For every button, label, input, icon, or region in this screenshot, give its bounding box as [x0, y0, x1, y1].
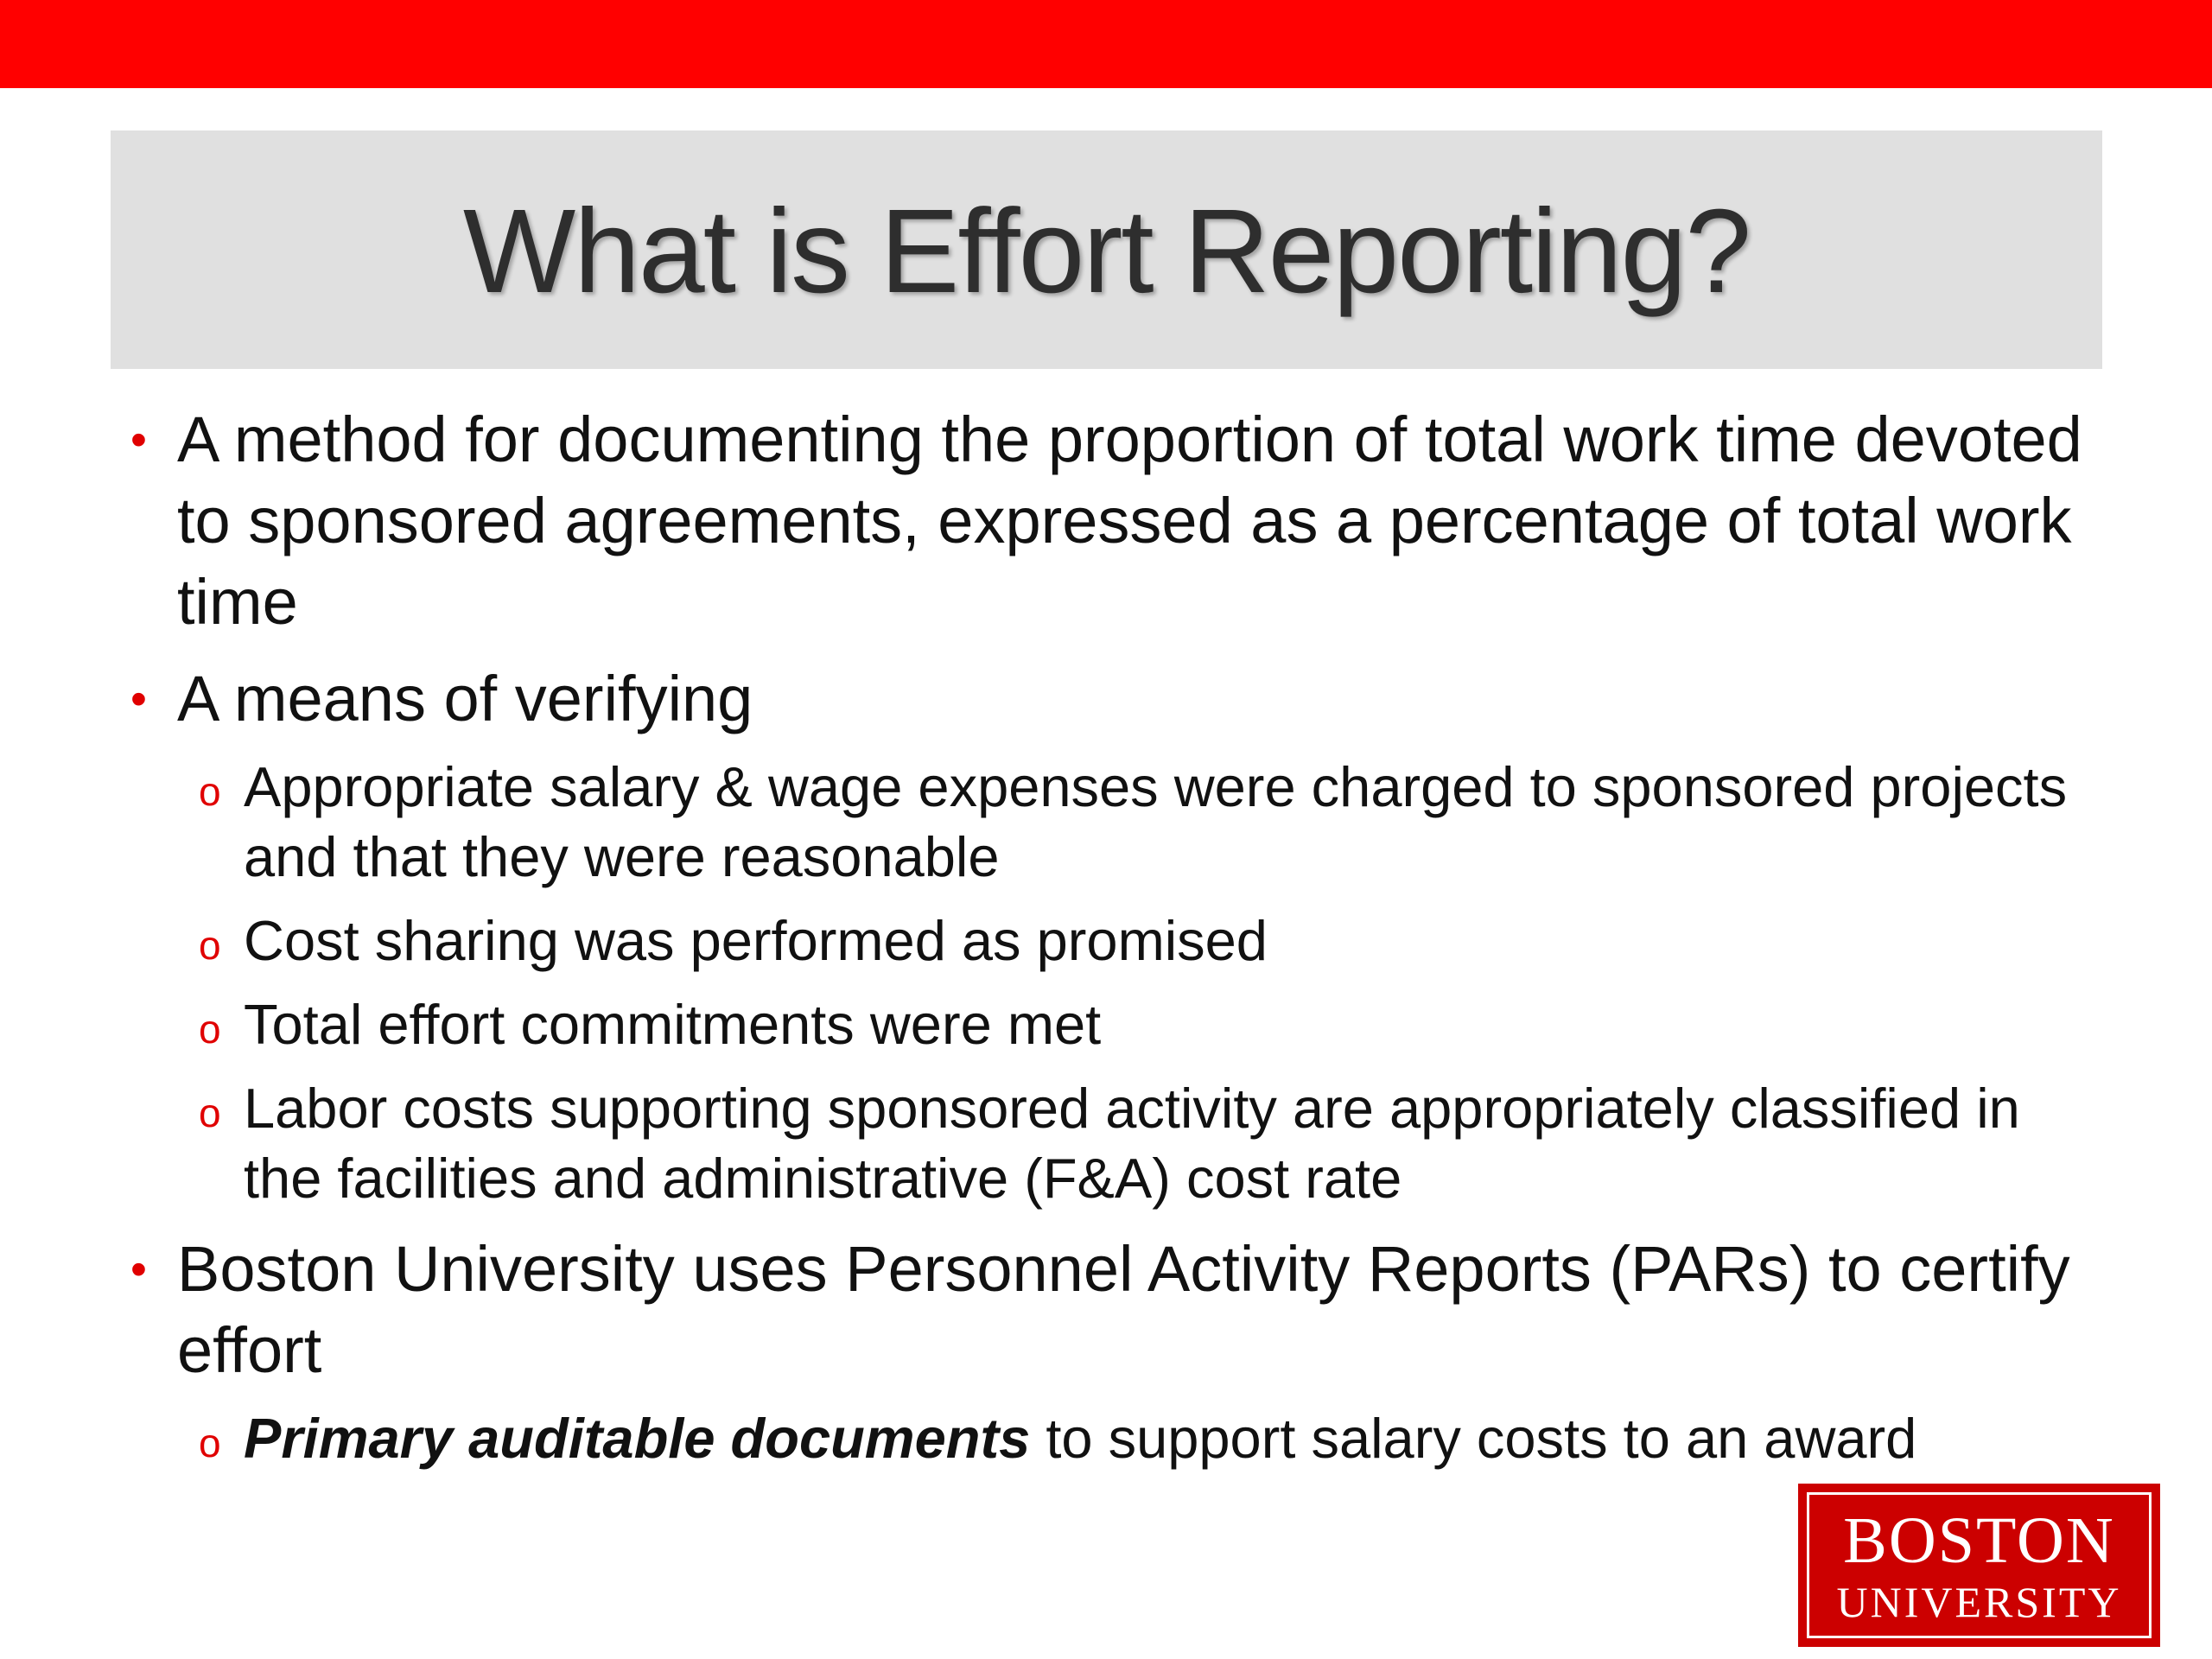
logo-line-boston: BOSTON [1843, 1503, 2115, 1577]
sub-bullet-circle-icon: o [199, 1007, 221, 1052]
sub-bullet-text: Total effort commitments were met [244, 993, 1102, 1056]
sub-bullet-item [128, 1073, 2098, 1213]
sub-bullet-emphasis: Primary auditable documents [244, 1407, 1031, 1470]
bullet-text: A means of verifying [177, 663, 753, 734]
sub-bullet-text: Appropriate salary & wage expenses were charged to sponsored projects and that they were reasonable [244, 755, 2068, 888]
sub-bullet-item [128, 1403, 2098, 1473]
sub-bullet-circle-icon: o [199, 923, 221, 968]
bullet-item [128, 1229, 2098, 1391]
sub-bullet-circle-icon: o [199, 769, 221, 814]
bullet-item [128, 658, 2098, 740]
bullet-text: Boston University uses Personnel Activity Reports (PARs) to certify effort [177, 1233, 2070, 1386]
sub-bullet-item [128, 906, 2098, 976]
title-banner [111, 130, 2102, 369]
logo-line-university: UNIVERSITY [1836, 1577, 2122, 1626]
sub-bullet-text: to support salary costs to an award [1030, 1407, 1917, 1470]
bullet-list [128, 399, 2098, 1473]
sub-bullet-item [128, 989, 2098, 1059]
slide-title: What is Effort Reporting? [462, 185, 1751, 318]
boston-university-logo [1798, 1484, 2160, 1647]
sub-bullet-text: Cost sharing was performed as promised [244, 909, 1268, 972]
sub-bullet-item [128, 752, 2098, 892]
bullet-dot-icon: • [130, 673, 147, 725]
bullet-text: A method for documenting the proportion of total work time devoted to sponsored agreements, expressed as a percentage of total work time [177, 404, 2082, 638]
sub-bullet-circle-icon: o [199, 1421, 221, 1465]
sub-bullet-circle-icon: o [199, 1090, 221, 1135]
sub-bullet-text: Labor costs supporting sponsored activity are appropriately classified in the facilities and administrative (F&A) cost rate [244, 1077, 2020, 1210]
logo-frame [1807, 1492, 2152, 1638]
bullet-dot-icon: • [130, 414, 147, 466]
top-red-bar [0, 0, 2212, 88]
bullet-item [128, 399, 2098, 643]
bullet-dot-icon: • [130, 1243, 147, 1295]
